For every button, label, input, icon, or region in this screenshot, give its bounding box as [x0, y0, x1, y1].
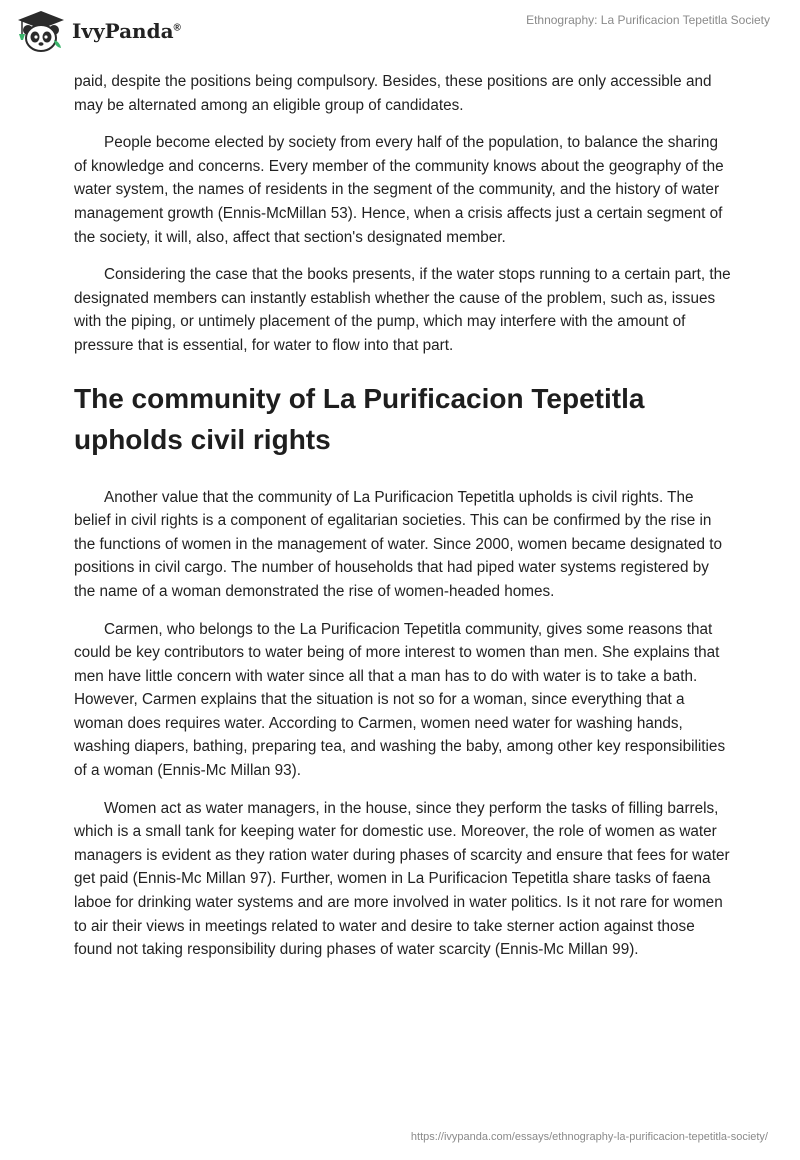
page-header: [0, 0, 800, 62]
brand-name: IvyPanda®: [72, 19, 181, 43]
essay-content: [74, 70, 734, 976]
source-url[interactable]: https://ivypanda.com/essays/ethnography-la-purificacion-tepetitla-society/: [410, 1131, 768, 1143]
document-title: Ethnography: La Purificacion Tepetitla Society: [526, 13, 770, 27]
brand-logo[interactable]: [14, 8, 181, 54]
section-heading: The community of La Purificacion Tepetitla upholds civil rights: [74, 382, 645, 455]
paragraph: paid, despite the positions being compulsory. Besides, these positions are only accessible and may be alternated among an eligible group of candidates.: [74, 73, 712, 114]
paragraph: Carmen, who belongs to the La Purificacion Tepetitla community, gives some reasons that could be key contributors to water being of more interest to women than men. She explains that men have little concern with water since all that a man has to do with water is to take a bath. However, Carmen explains that the situation is not so for a woman, since everything that a woman does requires water. According to Carmen, women need water for washing hands, washing diapers, bathing, preparing tea, and washing the baby, among other key responsibilities of a woman (Ennis-Mc Millan 93).: [74, 620, 726, 780]
panda-logo-icon: [14, 8, 66, 54]
paragraph: Women act as water managers, in the house, since they perform the tasks of filling barrels, which is a small tank for keeping water for domestic use. Moreover, the role of women as water managers is evident as they ration water during phases of scarcity and ensure that fees for water get paid (Ennis-Mc Millan 97). Further, women in La Purificacion Tepetitla share tasks of faena laboe for drinking water systems and are more involved in water politics. Is it not rare for women to air their views in meetings related to water and desire to take sterner action against those found not taking responsibility during phases of water scarcity (Ennis-Mc Millan 99).: [74, 799, 730, 959]
paragraph: People become elected by society from every half of the population, to balance the sharing of knowledge and concerns. Every member of the community knows about the geography of the water system, the names of residents in the segment of the community, and the history of water management growth (Ennis-McMillan 53). Hence, when a crisis affects just a certain segment of the society, it will, also, affect that section's designated member.: [74, 134, 724, 246]
paragraph: Another value that the community of La Purificacion Tepetitla upholds is civil rights. The belief in civil rights is a component of egalitarian societies. This can be confirmed by the rise in the functions of women in the management of water. Since 2000, women became designated to positions in civil cargo. The number of households that had piped water systems registered by the name of a woman demonstrated the rise of women-headed homes.: [74, 488, 722, 600]
paragraph: Considering the case that the books presents, if the water stops running to a certain part, the designated members can instantly establish whether the cause of the problem, such as, issues with the piping, or untimely placement of the pump, which may interfere with the amount of pressure that is essential, for water to flow into that part.: [74, 266, 731, 354]
